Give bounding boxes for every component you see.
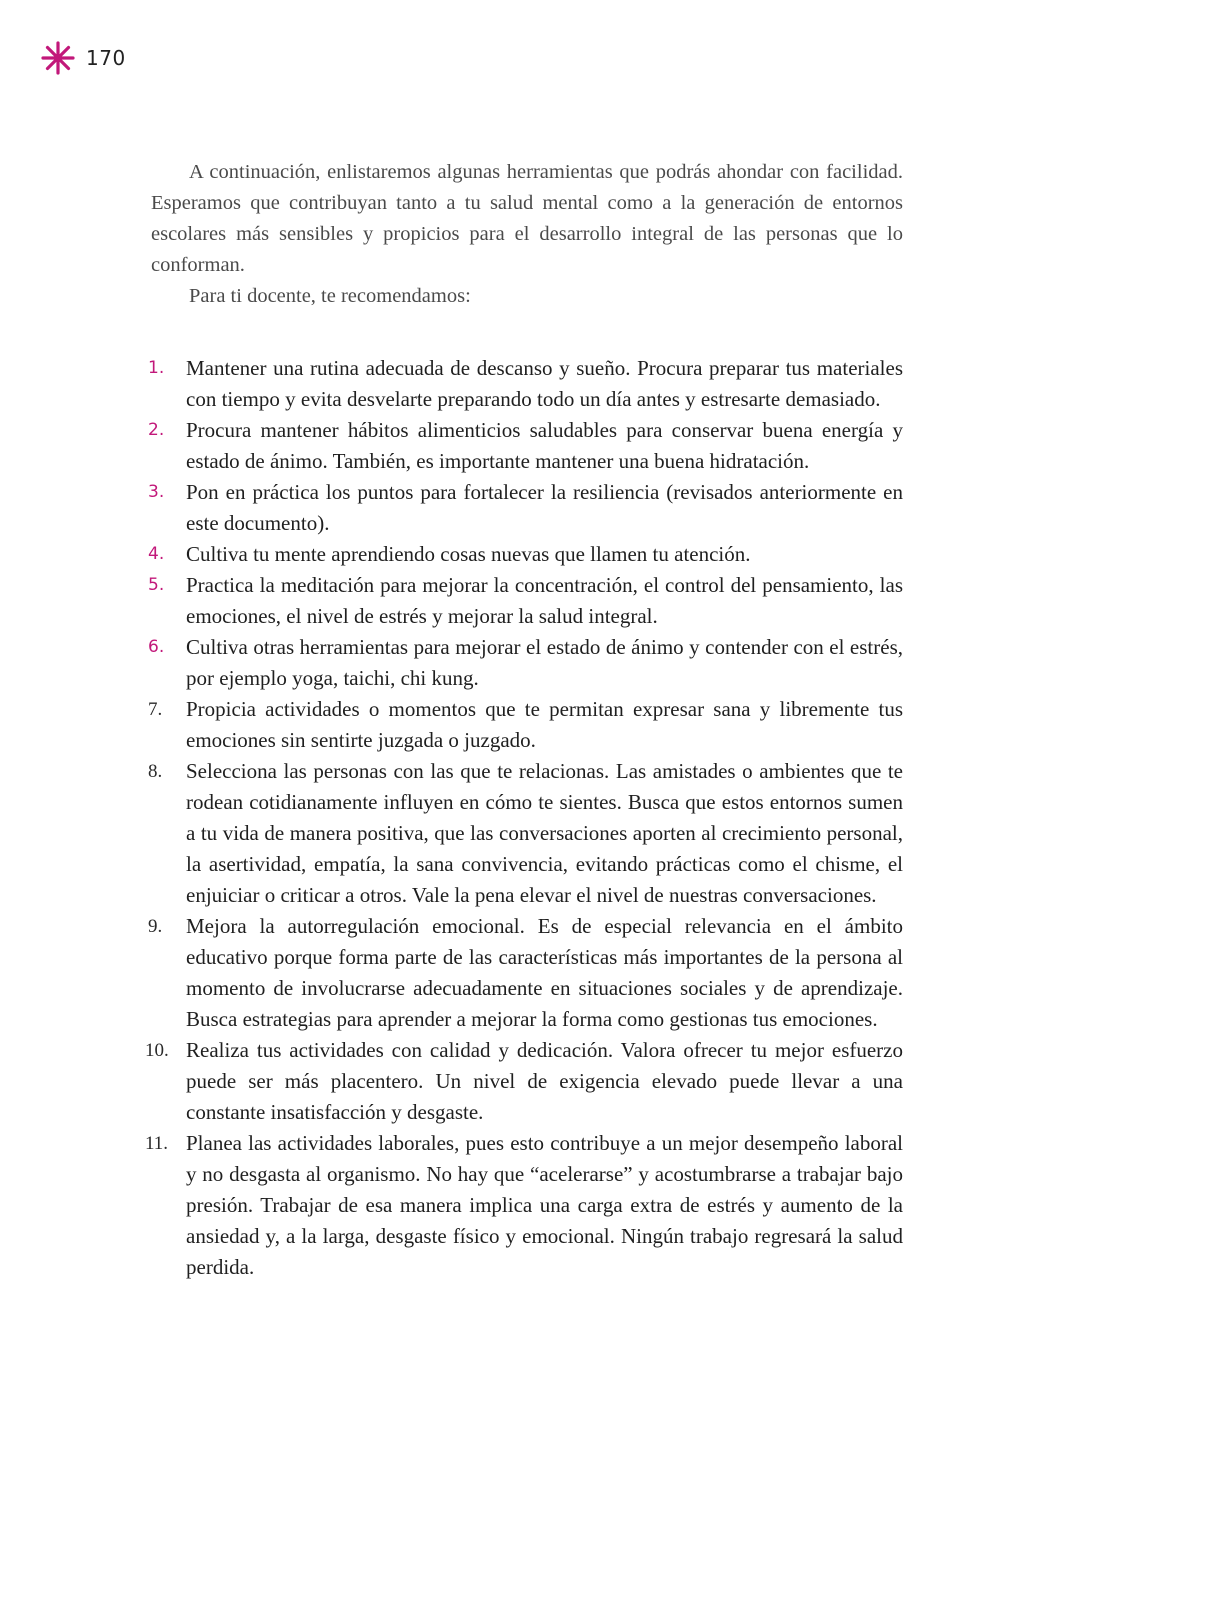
item-text: Practica la meditación para mejorar la concentración, el control del pensamiento, las emociones, el nivel de estrés y mejorar la salud integral.	[186, 573, 903, 628]
item-text: Mejora la autorregulación emocional. Es de especial relevancia en el ámbito educativo porque forma parte de las características más importantes de la persona al momento de involucrarse adecuadamente en situaciones sociales y de aprendizaje. Busca estrategias para aprender a mejorar la forma como gestionas tus emociones.	[186, 914, 903, 1031]
item-number: 2.	[148, 420, 165, 440]
item-number: 11.	[145, 1133, 169, 1154]
item-number: 5.	[148, 575, 165, 595]
list-item	[148, 477, 903, 539]
list-item	[148, 911, 903, 1035]
item-text: Cultiva tu mente aprendiendo cosas nuevas que llamen tu atención.	[186, 542, 751, 566]
list-item	[148, 570, 903, 632]
intro-lead-in: Para ti docente, te recomendamos:	[189, 285, 471, 307]
item-number: 3.	[148, 482, 165, 502]
item-text: Pon en práctica los puntos para fortalecer la resiliencia (revisados anteriormente en este documento).	[186, 480, 903, 535]
page-body	[145, 157, 903, 1283]
item-text: Cultiva otras herramientas para mejorar el estado de ánimo y contender con el estrés, por ejemplo yoga, taichi, chi kung.	[186, 635, 903, 690]
list-item	[145, 1035, 903, 1128]
intro-paragraph: A continuación, enlistaremos algunas herramientas que podrás ahondar con facilidad. Esperamos que contribuyan tanto a tu salud mental como a la generación de entornos escolares más sensibles y propicios para el desarrollo integral de las personas que lo conforman.	[151, 161, 903, 276]
item-text: Mantener una rutina adecuada de descanso y sueño. Procura preparar tus materiales con tiempo y evita desvelarte preparando todo un día antes y estresarte demasiado.	[186, 356, 903, 411]
list-item	[148, 539, 903, 570]
list-item	[145, 1128, 903, 1283]
item-text: Selecciona las personas con las que te relacionas. Las amistades o ambientes que te rodean cotidianamente influyen en cómo te sientes. Busca que estos entornos sumen a tu vida de manera positiva, que las conversaciones aporten al crecimiento personal, la asertividad, empatía, la sana convivencia, evitando prácticas como el chisme, el enjuiciar o criticar a otros. Vale la pena elevar el nivel de nuestras conversaciones.	[186, 759, 903, 907]
item-text: Realiza tus actividades con calidad y dedicación. Valora ofrecer tu mejor esfuerzo puede ser más placentero. Un nivel de exigencia elevado puede llevar a una constante insatisfacción y desgaste.	[186, 1038, 903, 1124]
item-number: 6.	[148, 637, 165, 657]
item-text: Procura mantener hábitos alimenticios saludables para conservar buena energía y estado de ánimo. También, es importante mantener una buena hidratación.	[186, 418, 903, 473]
item-number: 8.	[148, 761, 163, 782]
list-item	[148, 632, 903, 694]
item-number: 1.	[148, 358, 165, 378]
item-number: 7.	[148, 699, 163, 720]
item-number: 4.	[148, 544, 165, 564]
item-number: 10.	[145, 1040, 169, 1061]
list-item	[148, 694, 903, 756]
page-header	[40, 40, 126, 76]
recommendations-list	[145, 353, 903, 1283]
list-item	[148, 756, 903, 911]
item-number: 9.	[148, 916, 163, 937]
list-item	[148, 415, 903, 477]
list-item	[148, 353, 903, 415]
item-text: Propicia actividades o momentos que te permitan expresar sana y libremente tus emociones sin sentirte juzgada o juzgado.	[186, 697, 903, 752]
page-number: 170	[86, 46, 126, 70]
item-text: Planea las actividades laborales, pues esto contribuye a un mejor desempeño laboral y no desgasta al organismo. No hay que “acelerarse” y acostumbrarse a trabajar bajo presión. Trabajar de esa manera implica una carga extra de estrés y aumento de la ansiedad y, a la larga, desgaste físico y emocional. Ningún trabajo regresará la salud perdida.	[186, 1131, 903, 1279]
asterisk-star-icon	[40, 40, 76, 76]
intro	[151, 157, 903, 312]
